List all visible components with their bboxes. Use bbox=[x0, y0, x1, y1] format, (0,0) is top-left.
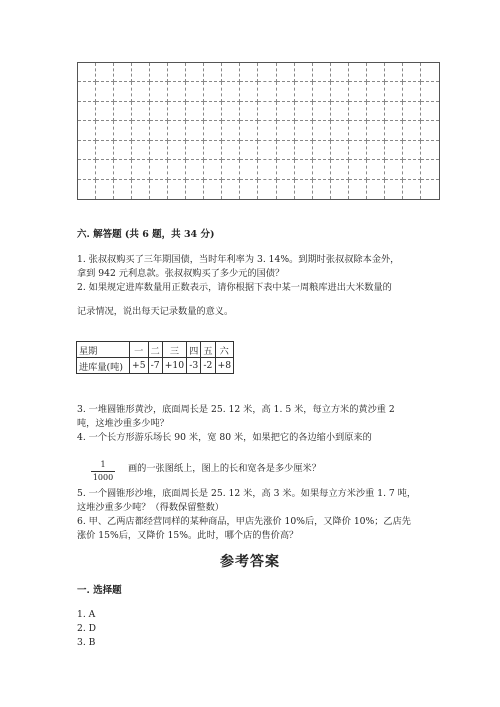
grid-cell bbox=[277, 102, 295, 121]
table-row bbox=[77, 358, 234, 374]
grid-cell bbox=[421, 63, 439, 82]
writing-grid bbox=[77, 62, 440, 200]
grid-cell bbox=[240, 121, 258, 140]
answer-item: 3. B bbox=[77, 637, 96, 648]
grid-cell bbox=[295, 63, 313, 82]
grid-cell bbox=[349, 82, 367, 101]
table-cell: -3 bbox=[187, 358, 201, 374]
grid-cell bbox=[186, 141, 204, 160]
grid-cell bbox=[421, 141, 439, 160]
grid-cell bbox=[222, 82, 240, 101]
grid-cell bbox=[96, 63, 114, 82]
grid-cell bbox=[421, 102, 439, 121]
grid-cell bbox=[385, 180, 403, 199]
grid-cell bbox=[132, 63, 150, 82]
grid-cell bbox=[240, 82, 258, 101]
grid-cell bbox=[222, 141, 240, 160]
grid-cell bbox=[421, 121, 439, 140]
grid-cell bbox=[367, 63, 385, 82]
question-2-line-1: 2. 如果规定进库数量用正数表示，请你根据下表中某一周粮库进出大米数量的 bbox=[77, 282, 392, 293]
grid-cell bbox=[295, 160, 313, 179]
grid-cell bbox=[114, 141, 132, 160]
grid-cell bbox=[331, 82, 349, 101]
grid-cell bbox=[78, 180, 96, 199]
table-cell: 六 bbox=[215, 342, 234, 358]
grid-cell bbox=[240, 160, 258, 179]
question-2-line-2: 记录情况，说出每天记录数量的意义。 bbox=[77, 306, 234, 317]
question-4-line-2: 画的一张图纸上，图上的长和宽各是多少厘米？ bbox=[128, 463, 321, 474]
grid-cell bbox=[403, 160, 421, 179]
fraction-numerator: 1 bbox=[100, 460, 106, 469]
grid-cell bbox=[295, 141, 313, 160]
grid-cell bbox=[331, 121, 349, 140]
grid-cell bbox=[78, 121, 96, 140]
grid-cell bbox=[403, 82, 421, 101]
grid-cell bbox=[132, 121, 150, 140]
table-cell: +8 bbox=[215, 358, 234, 374]
grid-cell bbox=[96, 121, 114, 140]
grid-cell bbox=[313, 180, 331, 199]
grid-cell bbox=[277, 141, 295, 160]
grid-cell bbox=[96, 180, 114, 199]
grid-cell bbox=[277, 82, 295, 101]
grid-cell bbox=[331, 63, 349, 82]
grid-cell bbox=[240, 141, 258, 160]
grid-cell bbox=[204, 102, 222, 121]
grid-cell bbox=[168, 160, 186, 179]
grid-cell bbox=[367, 160, 385, 179]
table-cell: -2 bbox=[201, 358, 215, 374]
grid-cell bbox=[367, 121, 385, 140]
grid-cell bbox=[114, 160, 132, 179]
grid-cell bbox=[78, 63, 96, 82]
grid-cell bbox=[114, 102, 132, 121]
table-cell: 五 bbox=[201, 342, 215, 358]
grid-cell bbox=[295, 102, 313, 121]
grid-cell bbox=[168, 141, 186, 160]
grid-cell bbox=[114, 82, 132, 101]
grid-cell bbox=[222, 63, 240, 82]
grid-cell bbox=[403, 121, 421, 140]
grid-cell bbox=[349, 102, 367, 121]
table-cell: 一 bbox=[130, 342, 149, 358]
grid-cell bbox=[258, 180, 276, 199]
grid-cell bbox=[222, 121, 240, 140]
grid-cell bbox=[78, 102, 96, 121]
grid-cell bbox=[367, 180, 385, 199]
grid-cell bbox=[349, 160, 367, 179]
grid-cell bbox=[222, 160, 240, 179]
grid-cell bbox=[78, 82, 96, 101]
table-cell: -7 bbox=[148, 358, 162, 374]
grid-cell bbox=[277, 121, 295, 140]
grid-cell bbox=[421, 180, 439, 199]
grid-cell bbox=[277, 63, 295, 82]
section-title-answer-questions: 六. 解答题 (共 6 题，共 34 分) bbox=[77, 229, 215, 240]
grid-cell bbox=[349, 121, 367, 140]
table-cell: +10 bbox=[162, 358, 186, 374]
question-3-line-2: 吨，这堆沙重多少吨？ bbox=[77, 418, 169, 429]
grid-cell bbox=[150, 180, 168, 199]
grid-cell bbox=[385, 63, 403, 82]
answer-key-title: 参考答案 bbox=[220, 554, 280, 570]
grid-cell bbox=[114, 63, 132, 82]
grid-cell bbox=[258, 160, 276, 179]
grid-cell bbox=[295, 180, 313, 199]
grid-cell bbox=[313, 160, 331, 179]
grid-cell bbox=[168, 102, 186, 121]
grid-cell bbox=[349, 141, 367, 160]
table-row bbox=[77, 342, 234, 358]
grid-cell bbox=[331, 180, 349, 199]
grid-cell bbox=[277, 180, 295, 199]
grid-cell bbox=[78, 160, 96, 179]
grid-cell bbox=[150, 63, 168, 82]
grid-cell bbox=[349, 180, 367, 199]
grid-cell bbox=[204, 63, 222, 82]
grid-cell bbox=[258, 102, 276, 121]
grid-cell bbox=[258, 63, 276, 82]
table-cell: 四 bbox=[187, 342, 201, 358]
question-5-line-2: 这堆沙重多少吨？（得数保留整数） bbox=[77, 502, 224, 513]
grid-cell bbox=[222, 180, 240, 199]
question-3-line-1: 3. 一堆圆锥形黄沙，底面周长是 25. 12 米，高 1. 5 米，每立方米的黄沙重 2 bbox=[77, 404, 395, 415]
grid-cell bbox=[96, 82, 114, 101]
grid-cell bbox=[96, 141, 114, 160]
grid-cell bbox=[421, 160, 439, 179]
grid-cell bbox=[403, 141, 421, 160]
grid-cell bbox=[331, 141, 349, 160]
grid-cell bbox=[349, 63, 367, 82]
grid-cell bbox=[168, 180, 186, 199]
grid-cell bbox=[295, 121, 313, 140]
table-cell: 二 bbox=[148, 342, 162, 358]
grid-cell bbox=[150, 102, 168, 121]
grid-cell bbox=[132, 82, 150, 101]
grid-cell bbox=[258, 82, 276, 101]
grid-cell bbox=[114, 121, 132, 140]
grid-cell bbox=[313, 63, 331, 82]
grid-cell bbox=[240, 180, 258, 199]
grid-cell bbox=[114, 180, 132, 199]
grid-cell bbox=[78, 141, 96, 160]
grid-cell bbox=[168, 63, 186, 82]
grid-cell bbox=[222, 102, 240, 121]
grid-cell bbox=[204, 141, 222, 160]
grid-cell bbox=[367, 141, 385, 160]
grid-cell bbox=[168, 121, 186, 140]
grid-cell bbox=[367, 82, 385, 101]
grid-cell bbox=[403, 102, 421, 121]
question-1-line-2: 拿到 942 元利息款。张叔叔购买了多少元的国债？ bbox=[77, 268, 285, 279]
fraction-bar bbox=[91, 471, 115, 472]
grid-cell bbox=[385, 160, 403, 179]
table-row-label: 进库量(吨) bbox=[77, 358, 130, 374]
answer-item: 1. A bbox=[77, 609, 96, 620]
question-1-line-1: 1. 张叔叔购买了三年期国债，当时年利率为 3. 14%。到期时张叔叔除本金外， bbox=[77, 254, 400, 265]
answer-section-1-title: 一. 选择题 bbox=[77, 585, 122, 596]
grid-cell bbox=[258, 141, 276, 160]
grid-cell bbox=[421, 82, 439, 101]
grid-cell bbox=[403, 180, 421, 199]
grid-cell bbox=[385, 82, 403, 101]
grid-cell bbox=[331, 160, 349, 179]
grid-cell bbox=[313, 121, 331, 140]
grid-cell bbox=[367, 102, 385, 121]
grid-cell bbox=[186, 180, 204, 199]
question-6-line-2: 涨价 15%后，又降价 15%。此时，哪个店的售价高？ bbox=[77, 530, 299, 541]
grid-cell bbox=[186, 63, 204, 82]
grid-cell bbox=[150, 160, 168, 179]
fraction-denominator: 1000 bbox=[92, 473, 114, 482]
table-cell: +5 bbox=[130, 358, 149, 374]
grid-cell bbox=[96, 102, 114, 121]
grid-cell bbox=[132, 180, 150, 199]
question-4-line-1: 4. 一个长方形游乐场长 90 米，宽 80 米，如果把它的各边缩小到原来的 bbox=[77, 432, 372, 443]
grid-cell bbox=[96, 160, 114, 179]
question-5-line-1: 5. 一个圆锥形沙堆，底面周长是 25. 12 米，高 3 米。如果每立方米沙重 1. 7 吨， bbox=[77, 488, 417, 499]
grid-cell bbox=[204, 121, 222, 140]
grid-cell bbox=[186, 160, 204, 179]
grid-cell bbox=[295, 82, 313, 101]
grid-cell bbox=[132, 102, 150, 121]
grid-cell bbox=[313, 141, 331, 160]
grid-cell bbox=[150, 121, 168, 140]
grid-cell bbox=[385, 141, 403, 160]
grid-cell bbox=[277, 160, 295, 179]
grid-cell bbox=[331, 102, 349, 121]
grid-cell bbox=[204, 160, 222, 179]
grid-cell bbox=[186, 102, 204, 121]
grid-cell bbox=[258, 121, 276, 140]
grid-cell bbox=[132, 160, 150, 179]
grid-cell bbox=[385, 102, 403, 121]
fraction-one-thousandth bbox=[91, 460, 115, 483]
grid-cell bbox=[240, 63, 258, 82]
table-cell: 三 bbox=[162, 342, 186, 358]
grid-cell bbox=[403, 63, 421, 82]
grid-cell bbox=[313, 102, 331, 121]
grid-cell bbox=[186, 82, 204, 101]
grid-cell bbox=[204, 180, 222, 199]
grid-cell bbox=[204, 82, 222, 101]
question-6-line-1: 6. 甲、乙两店都经营同样的某种商品，甲店先涨价 10%后，又降价 10%；乙店先 bbox=[77, 516, 411, 527]
grid-cell bbox=[150, 141, 168, 160]
grid-cell bbox=[186, 121, 204, 140]
grid-cell bbox=[313, 82, 331, 101]
grid-cell bbox=[168, 82, 186, 101]
table-row-label: 星期 bbox=[77, 342, 130, 358]
answer-item: 2. D bbox=[77, 623, 97, 634]
grid-cell bbox=[385, 121, 403, 140]
grid-cell bbox=[132, 141, 150, 160]
grid-cell bbox=[240, 102, 258, 121]
grid-cell bbox=[150, 82, 168, 101]
grain-stock-table bbox=[76, 341, 234, 374]
